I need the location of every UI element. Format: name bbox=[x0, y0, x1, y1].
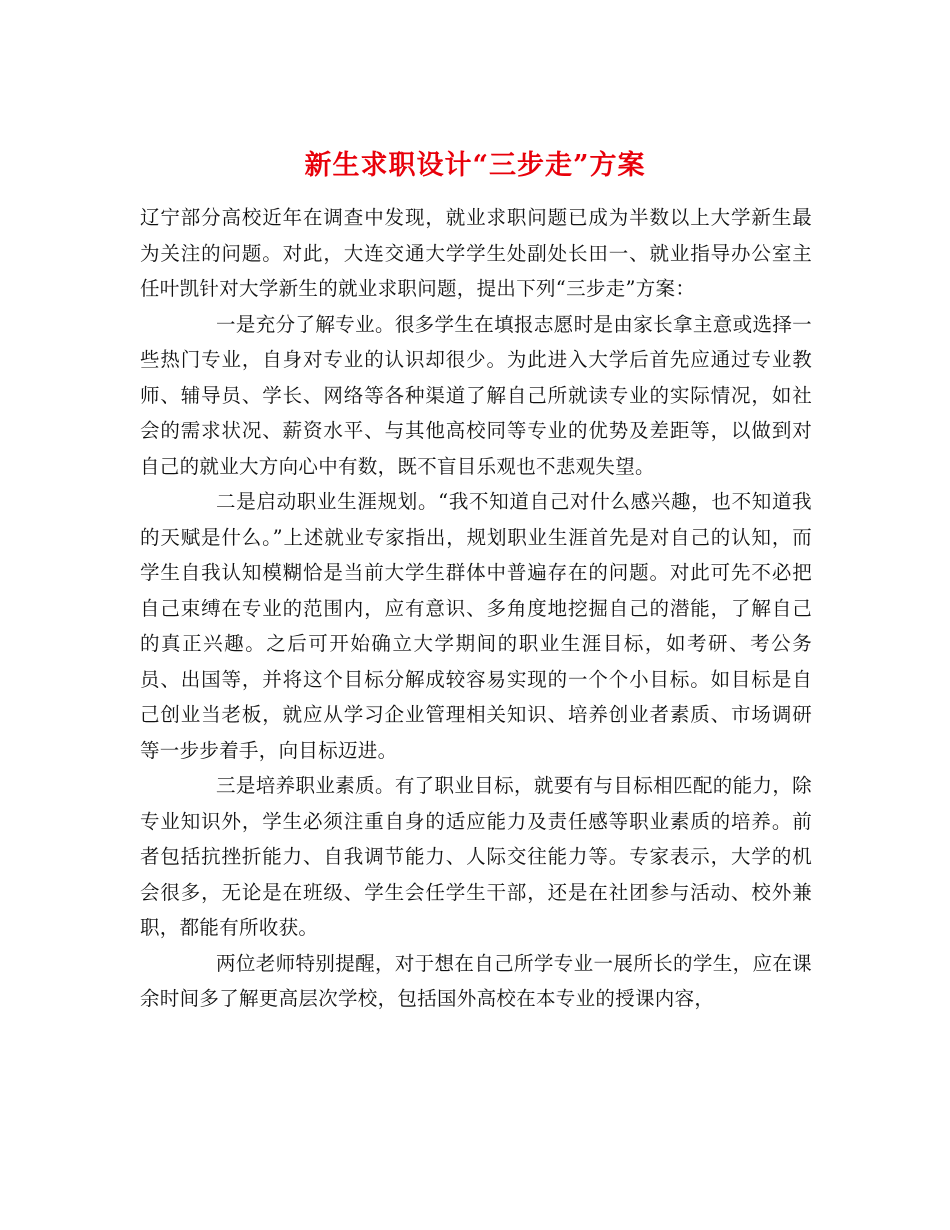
paragraph-intro: 辽宁部分高校近年在调查中发现，就业求职问题已成为半数以上大学新生最为关注的问题。对此，大连交通大学学生处副处长田一、就业指导办公室主任叶凯针对大学新生的就业求职问题，提出下列“三步走”方案： bbox=[140, 206, 812, 300]
paragraph-step-three: 三是培养职业素质。有了职业目标，就要有与目标相匹配的能力，除专业知识外，学生必须注重自身的适应能力及责任感等职业素质的培养。前者包括抗挫折能力、自我调节能力、人际交往能力等。专家表示，大学的机会很多，无论是在班级、学生会任学生干部，还是在社团参与活动、校外兼职，都能有所收获。 bbox=[140, 774, 812, 939]
paragraph-step-one: 一是充分了解专业。很多学生在填报志愿时是由家长拿主意或选择一些热门专业，自身对专业的认识却很少。为此进入大学后首先应通过专业教师、辅导员、学长、网络等各种渠道了解自己所就读专业的实际情况，如社会的需求状况、薪资水平、与其他高校同等专业的优势及差距等，以做到对自己的就业大方向心中有数，既不盲目乐观也不悲观失望。 bbox=[140, 312, 812, 478]
document-body bbox=[140, 200, 812, 1017]
document-title: 新生求职设计“三步走”方案 bbox=[304, 150, 646, 182]
paragraph-step-two: 二是启动职业生涯规划。“我不知道自己对什么感兴趣，也不知道我的天赋是什么。”上述就业专家指出，规划职业生涯首先是对自己的认知，而学生自我认知模糊恰是当前大学生群体中普遍存在的问题。对此可先不必把自己束缚在专业的范围内，应有意识、多角度地挖掘自己的潜能，了解自己的真正兴趣。之后可开始确立大学期间的职业生涯目标，如考研、考公务员、出国等，并将这个目标分解成较容易实现的一个个小目标。如目标是自己创业当老板，就应从学习企业管理相关知识、培养创业者素质、市场调研等一步步着手，向目标迈进。 bbox=[140, 490, 812, 762]
paragraph-reminder: 两位老师特别提醒，对于想在自己所学专业一展所长的学生，应在课余时间多了解更高层次学校，包括国外高校在本专业的授课内容， bbox=[140, 951, 812, 1010]
